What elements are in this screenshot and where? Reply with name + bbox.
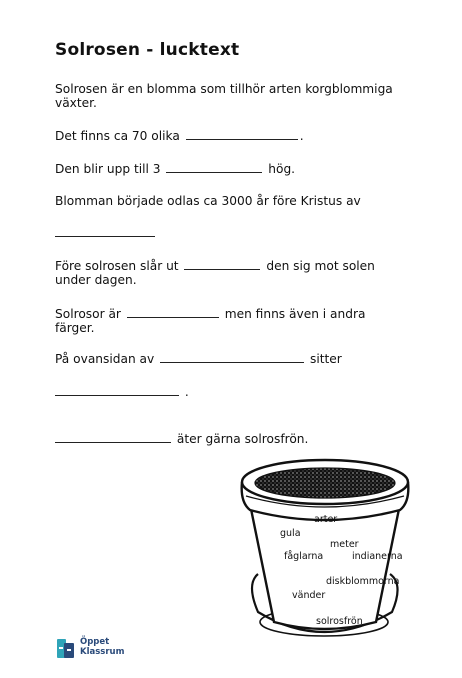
word-bank-item: gula xyxy=(280,528,301,539)
sentence-text: sitter xyxy=(309,352,342,366)
word-bank-item: arter xyxy=(314,514,338,525)
word-bank-item: meter xyxy=(330,539,359,550)
sentence-text: På ovansidan av xyxy=(55,352,155,366)
sentence-10 xyxy=(55,432,308,446)
word-bank-item: diskblommorna xyxy=(326,576,400,587)
sentence-text: Det finns ca 70 olika xyxy=(55,129,180,143)
open-classroom-logo-icon xyxy=(54,637,78,661)
logo-line-2: Klassrum xyxy=(80,647,125,657)
sentence-6 xyxy=(55,259,375,287)
sentence-text: . xyxy=(184,385,189,399)
sentence-text-cont: under dagen. xyxy=(55,273,137,287)
sentence-1 xyxy=(55,82,393,110)
sentence-text: Solrosen är en blomma som tillhör arten korgblommiga xyxy=(55,82,393,96)
sentence-5 xyxy=(55,226,157,240)
sentence-4 xyxy=(55,194,361,208)
sentence-text: Den blir upp till 3 xyxy=(55,162,161,176)
answer-blank[interactable] xyxy=(55,227,155,237)
answer-blank[interactable] xyxy=(166,163,262,173)
answer-blank[interactable] xyxy=(55,433,171,443)
page-title: Solrosen - lucktext xyxy=(55,40,240,60)
answer-blank[interactable] xyxy=(55,386,179,396)
sentence-7 xyxy=(55,307,365,335)
sentence-text: hög. xyxy=(268,162,296,176)
word-bank-item: indianerna xyxy=(352,551,403,562)
answer-blank[interactable] xyxy=(186,130,298,140)
word-bank-item: vänder xyxy=(292,590,326,601)
sentence-text: Blomman började odlas ca 3000 år före Kristus av xyxy=(55,194,361,208)
sentence-text-cont: färger. xyxy=(55,321,95,335)
sentence-text: äter gärna solrosfrön. xyxy=(176,432,309,446)
logo-wordmark xyxy=(80,637,124,657)
word-bank-item: fåglarna xyxy=(284,551,324,562)
sentence-text: Solrosor är xyxy=(55,307,121,321)
sentence-9 xyxy=(55,385,189,399)
sentence-text-cont: växter. xyxy=(55,96,97,110)
sentence-text: . xyxy=(299,129,304,143)
sentence-3 xyxy=(55,162,295,176)
sentence-text: men finns även i andra xyxy=(224,307,366,321)
flower-pot-illustration xyxy=(236,452,412,648)
answer-blank[interactable] xyxy=(127,308,219,318)
sentence-2 xyxy=(55,129,304,143)
sentence-text: den sig mot solen xyxy=(266,259,375,273)
logo xyxy=(54,637,78,665)
word-bank-item: solrosfrön xyxy=(316,616,363,627)
sentence-text: Före solrosen slår ut xyxy=(55,259,179,273)
sentence-8 xyxy=(55,352,342,366)
logo-line-1: Öppet xyxy=(80,637,110,647)
answer-blank[interactable] xyxy=(160,353,304,363)
answer-blank[interactable] xyxy=(184,260,260,270)
